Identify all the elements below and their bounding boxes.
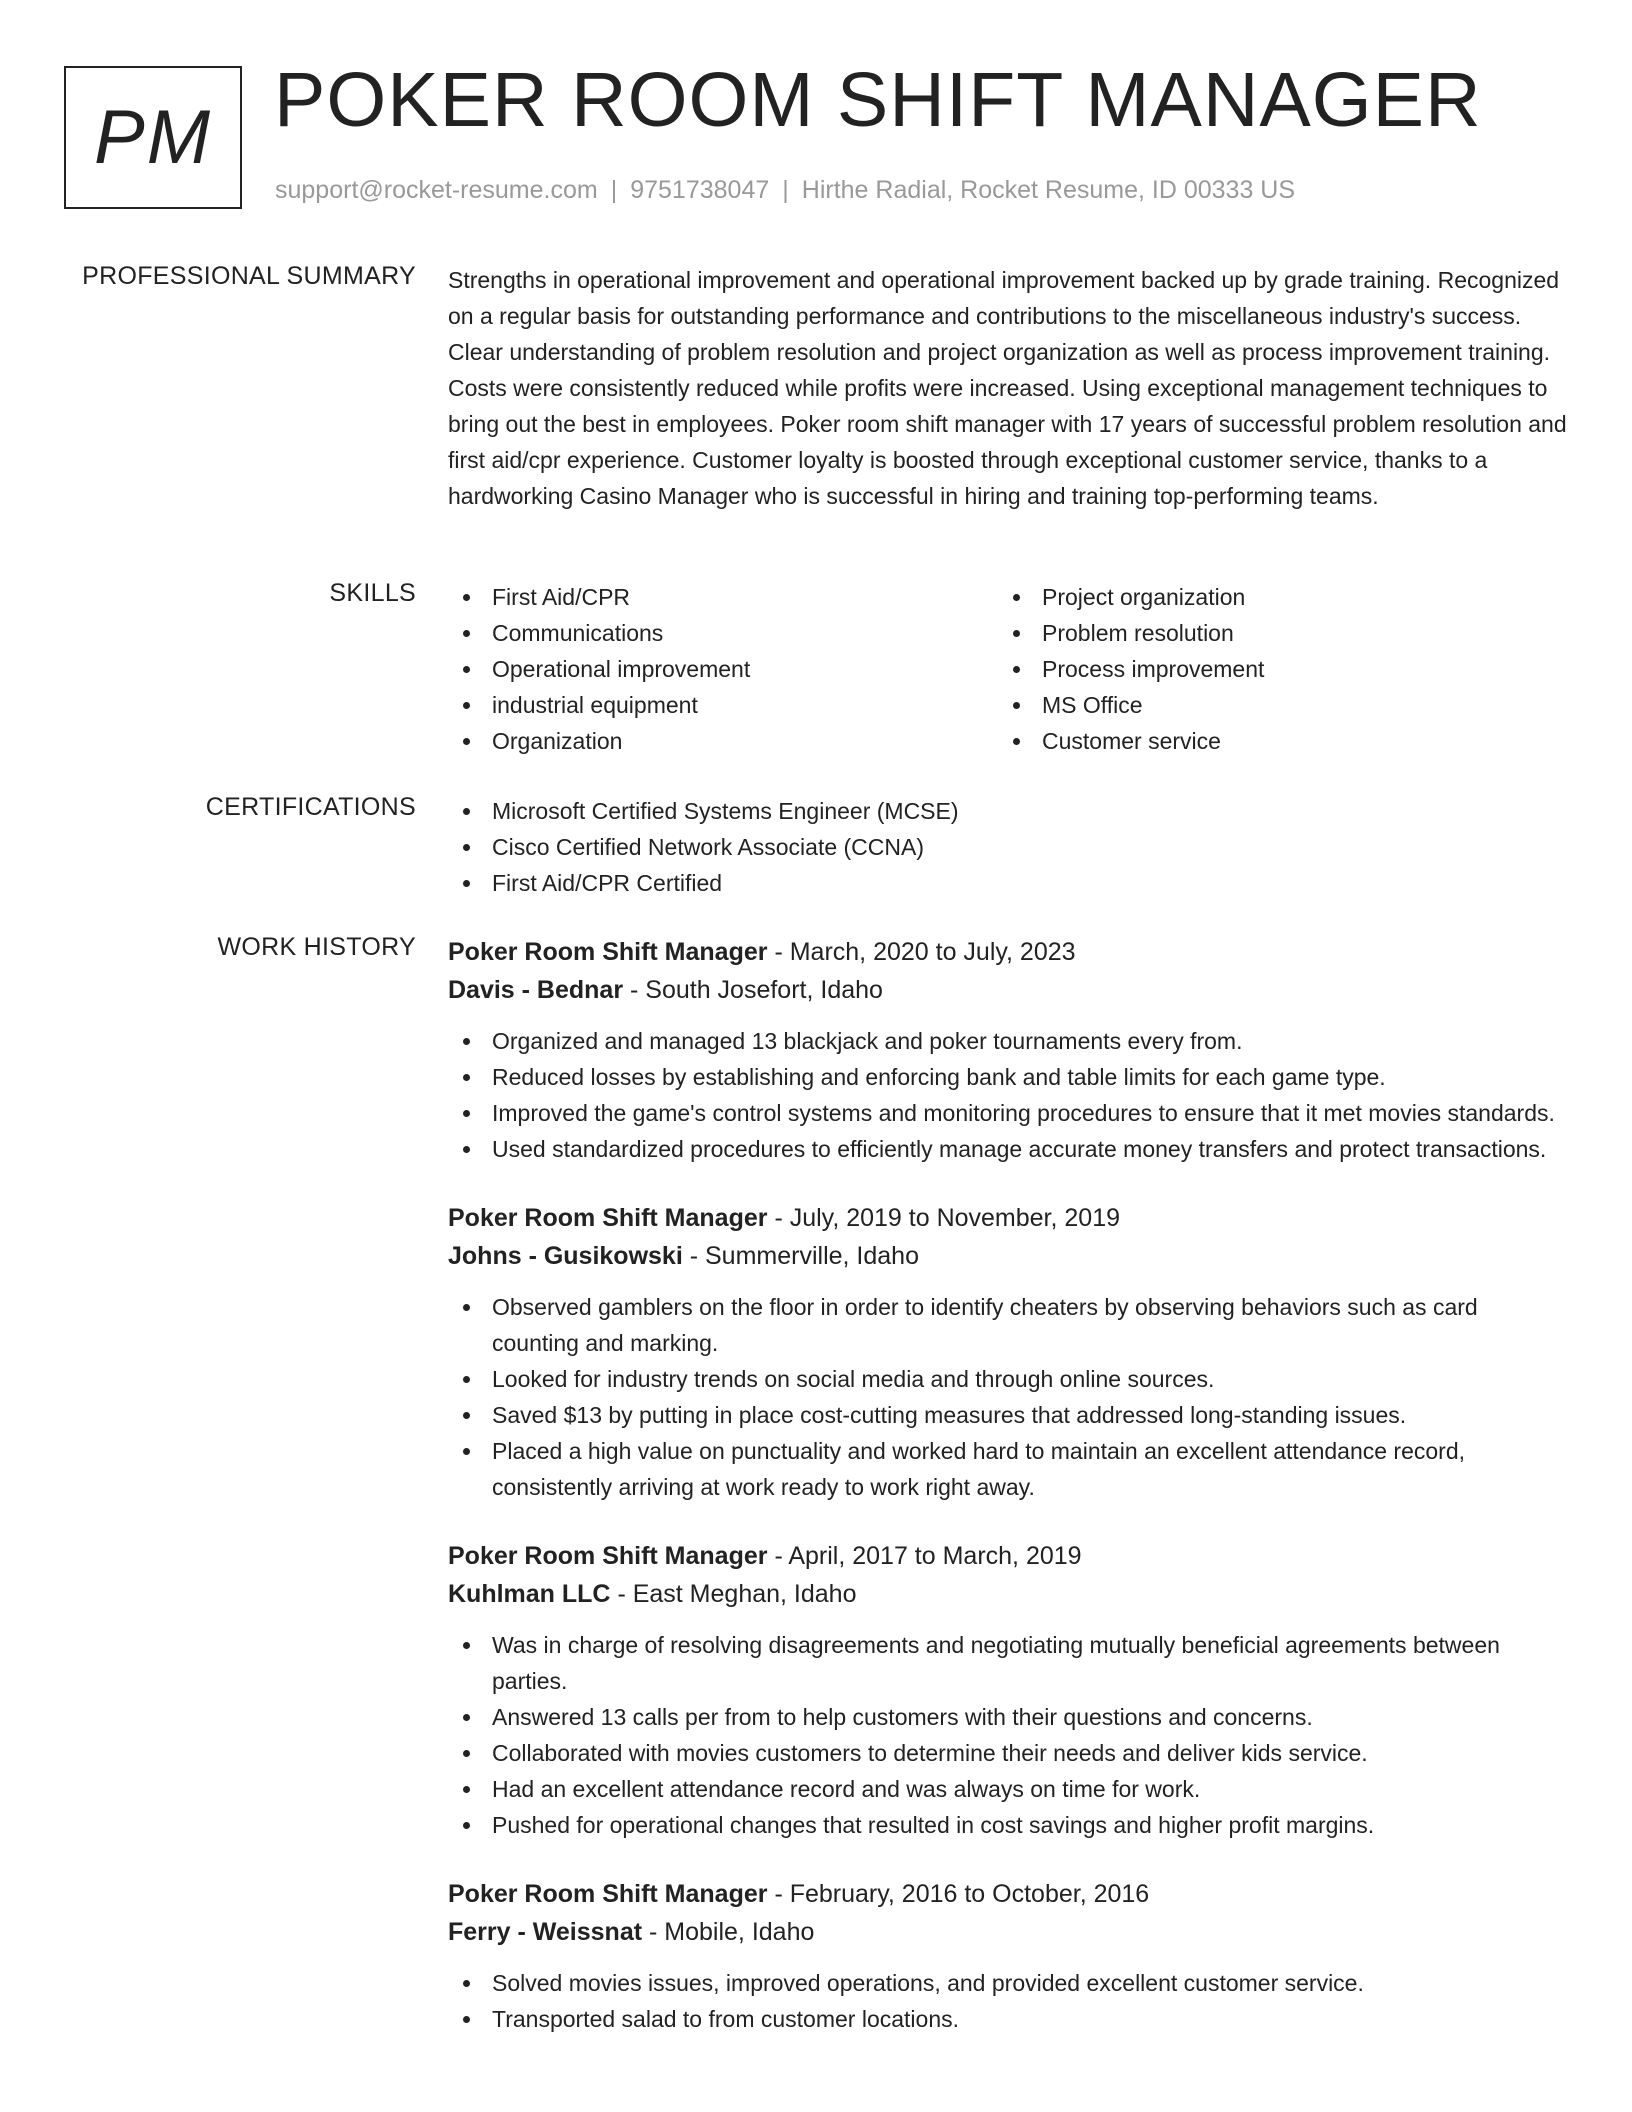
job-title: Poker Room Shift Manager bbox=[448, 1204, 768, 1232]
monogram-box bbox=[64, 66, 242, 209]
job-dates: - March, 2020 to July, 2023 bbox=[767, 938, 1076, 966]
skills-columns bbox=[448, 579, 1568, 759]
certification-item: Cisco Certified Network Associate (CCNA) bbox=[448, 829, 1568, 865]
monogram-text: PM bbox=[94, 95, 212, 180]
job-bullets bbox=[448, 1289, 1568, 1505]
skill-item: industrial equipment bbox=[448, 687, 998, 723]
job-bullet: Looked for industry trends on social media and through online sources. bbox=[448, 1361, 1568, 1397]
job-location: - Summerville, Idaho bbox=[682, 1242, 919, 1270]
skill-item: Problem resolution bbox=[998, 615, 1548, 651]
job-location: - East Meghan, Idaho bbox=[610, 1580, 857, 1608]
job-bullet: Pushed for operational changes that resulted in cost savings and higher profit margins. bbox=[448, 1807, 1568, 1843]
skills-list-left bbox=[448, 579, 998, 759]
contact-email: support@rocket-resume.com bbox=[275, 176, 598, 204]
job-bullet: Transported salad to from customer locations. bbox=[448, 2001, 1568, 2037]
contact-separator: | bbox=[610, 176, 618, 204]
job-entry bbox=[448, 1537, 1568, 1843]
job-title-line bbox=[448, 1875, 1568, 1913]
section-label-summary: PROFESSIONAL SUMMARY bbox=[82, 262, 416, 290]
job-dates: - April, 2017 to March, 2019 bbox=[767, 1542, 1082, 1570]
skills-list-right bbox=[998, 579, 1548, 759]
job-dates: - July, 2019 to November, 2019 bbox=[767, 1204, 1121, 1232]
certification-item: Microsoft Certified Systems Engineer (MCSE) bbox=[448, 793, 1568, 829]
job-entry bbox=[448, 1875, 1568, 2037]
job-bullet: Improved the game's control systems and monitoring procedures to ensure that it met movies standards. bbox=[448, 1095, 1568, 1131]
skill-item: Process improvement bbox=[998, 651, 1548, 687]
job-bullets bbox=[448, 1023, 1568, 1167]
skill-item: Project organization bbox=[998, 579, 1548, 615]
job-company: Johns - Gusikowski bbox=[448, 1242, 683, 1270]
job-bullet: Collaborated with movies customers to determine their needs and deliver kids service. bbox=[448, 1735, 1568, 1771]
contact-phone: 9751738047 bbox=[630, 176, 770, 204]
job-bullets bbox=[448, 1965, 1568, 2037]
skill-item: Operational improvement bbox=[448, 651, 998, 687]
job-title-line bbox=[448, 1537, 1568, 1575]
job-bullet: Organized and managed 13 blackjack and poker tournaments every from. bbox=[448, 1023, 1568, 1059]
job-bullet: Answered 13 calls per from to help customers with their questions and concerns. bbox=[448, 1699, 1568, 1735]
job-bullet: Saved $13 by putting in place cost-cutting measures that addressed long-standing issues. bbox=[448, 1397, 1568, 1433]
job-title-line bbox=[448, 933, 1568, 971]
section-label-work-history: WORK HISTORY bbox=[217, 933, 416, 961]
job-bullet: Reduced losses by establishing and enforcing bank and table limits for each game type. bbox=[448, 1059, 1568, 1095]
job-title: Poker Room Shift Manager bbox=[448, 1880, 768, 1908]
job-bullet: Was in charge of resolving disagreements and negotiating mutually beneficial agreements between parties. bbox=[448, 1627, 1568, 1699]
job-bullet: Solved movies issues, improved operations, and provided excellent customer service. bbox=[448, 1965, 1568, 2001]
section-label-skills: SKILLS bbox=[329, 579, 416, 607]
skill-item: Customer service bbox=[998, 723, 1548, 759]
skill-item: Communications bbox=[448, 615, 998, 651]
job-dates: - February, 2016 to October, 2016 bbox=[767, 1880, 1150, 1908]
job-bullet: Had an excellent attendance record and was always on time for work. bbox=[448, 1771, 1568, 1807]
skill-item: First Aid/CPR bbox=[448, 579, 998, 615]
job-company: Davis - Bednar bbox=[448, 976, 624, 1004]
job-bullet: Observed gamblers on the floor in order to identify cheaters by observing behaviors such as card counting and marking. bbox=[448, 1289, 1568, 1361]
job-bullets bbox=[448, 1627, 1568, 1843]
job-company-line bbox=[448, 971, 1568, 1009]
job-entry bbox=[448, 1199, 1568, 1505]
job-company-line bbox=[448, 1575, 1568, 1613]
contact-separator: | bbox=[782, 176, 789, 204]
job-company-line bbox=[448, 1913, 1568, 1951]
job-location: - Mobile, Idaho bbox=[642, 1918, 815, 1946]
job-bullet: Used standardized procedures to efficiently manage accurate money transfers and protect transactions. bbox=[448, 1131, 1568, 1167]
job-location: - South Josefort, Idaho bbox=[623, 976, 883, 1004]
summary-text: Strengths in operational improvement and operational improvement backed up by grade training. Recognized on a regular basis for outstanding performance and contributions to the miscellaneous industry's success. Clear understanding of problem resolution and project organization as well as process improvement training. Costs were consistently reduced while profits were increased. Using exceptional management techniques to bring out the best in employees. Poker room shift manager with 17 years of successful problem resolution and first aid/cpr experience. Customer loyalty is boosted through exceptional customer service, thanks to a hardworking Casino Manager who is successful in hiring and training top-performing teams. bbox=[448, 267, 1567, 509]
skill-item: MS Office bbox=[998, 687, 1548, 723]
job-company-line bbox=[448, 1237, 1568, 1275]
contact-line bbox=[275, 176, 1295, 205]
work-history-body bbox=[448, 933, 1568, 2069]
job-entry bbox=[448, 933, 1568, 1167]
job-company: Kuhlman LLC bbox=[448, 1580, 611, 1608]
certifications-list bbox=[448, 793, 1568, 901]
certification-item: First Aid/CPR Certified bbox=[448, 865, 1568, 901]
contact-address: Hirthe Radial, Rocket Resume, ID 00333 US bbox=[801, 176, 1296, 204]
job-company: Ferry - Weissnat bbox=[448, 1918, 643, 1946]
job-title: Poker Room Shift Manager bbox=[448, 1542, 768, 1570]
job-title-line bbox=[448, 1199, 1568, 1237]
job-bullet: Placed a high value on punctuality and worked hard to maintain an excellent attendance record, consistently arriving at work ready to work right away. bbox=[448, 1433, 1568, 1505]
job-title: Poker Room Shift Manager bbox=[448, 938, 768, 966]
skill-item: Organization bbox=[448, 723, 998, 759]
section-label-certifications: CERTIFICATIONS bbox=[205, 793, 416, 821]
page-title: POKER ROOM SHIFT MANAGER bbox=[274, 57, 1482, 143]
